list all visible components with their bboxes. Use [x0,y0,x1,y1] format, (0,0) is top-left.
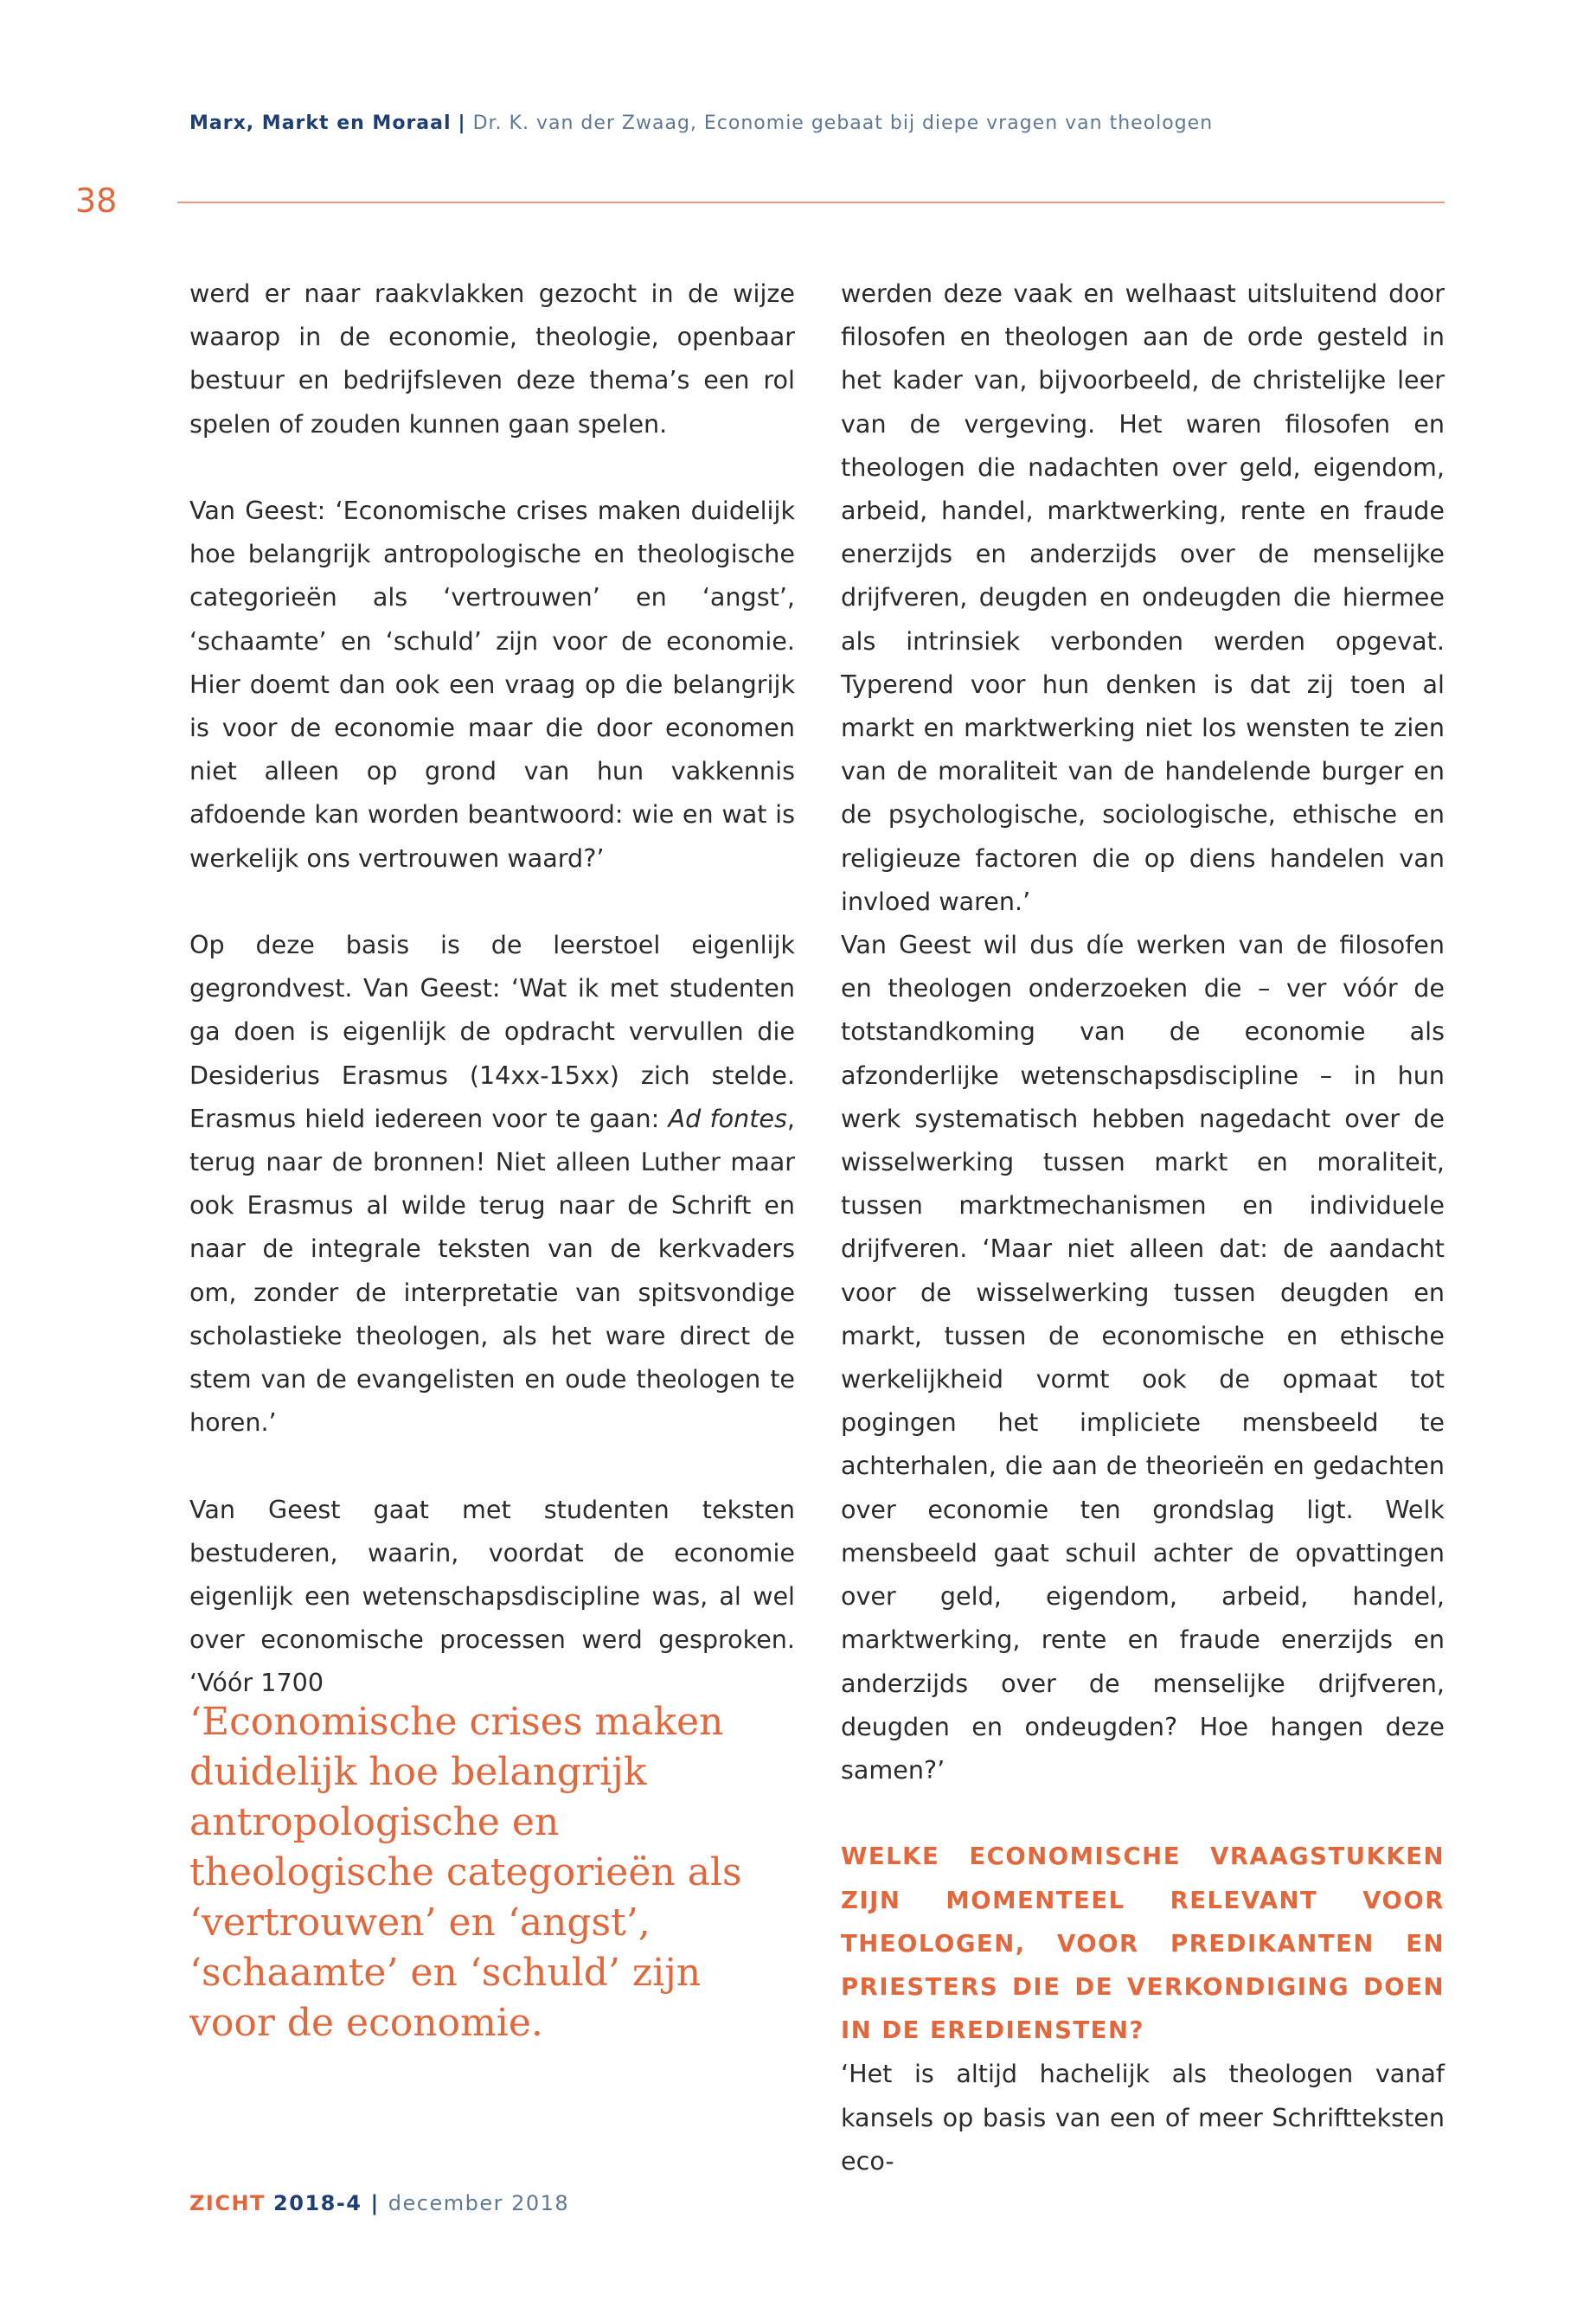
series-title: Marx, Markt en Moraal [189,112,452,134]
section-heading-wrap [841,1835,1445,2052]
paragraph: werden deze vaak en welhaast uitsluitend door filosofen en theologen aan de orde gesteld in het kader van, bijvoorbeeld, de christelijke leer van de vergeving. Het waren filosofen en theologen die nadachten over geld, eigendom, arbeid, handel, marktwerking, rente en fraude enerzijds en anderzijds over de menselijke drijfveren, deugden en ondeugden die hiermee als intrinsiek verbonden werden opgevat. Typerend voor hun denken is dat zij toen al markt en marktwerking niet los wensten te zien van de moraliteit van de handelende burger en de psychologische, sociologische, ethische en religieuze factoren die op diens handelen van invloed waren.’ [841,279,1445,916]
pull-quote: ‘Economische crises maken duidelijk hoe belangrijk antropologische en theologische categorieën als ‘vertrouwen’ en ‘angst’, ‘schaamte’ en ‘schuld’ zijn voor de economie. [189,1700,742,2045]
running-header [189,112,1213,134]
paragraph-text: , terug naar de bronnen! Niet alleen Luther maar ook Erasmus al wilde terug naar de Schrift en naar de integrale teksten van de kerkvaders om, zonder de interpretatie van spitsvondige scholastieke theologen, als het ware direct de stem van de evangelisten en oude theologen te horen.’ [189,1103,795,1438]
paragraph: Van Geest wil dus díe werken van de filosofen en theologen onderzoeken die – ver vóór de totstandkoming van de economie als afzonderlijke wetenschapsdiscipline – in hun werk systematisch hebben nagedacht over de wisselwerking tussen markt en moraliteit, tussen marktmechanismen en individuele drijfveren. ‘Maar niet alleen dat: de aandacht voor de wisselwerking tussen deugden en markt, tussen de economische en ethische werkelijkheid vormt ook de opmaat tot pogingen het impliciete mensbeeld te achterhalen, die aan de theorieën en gedachten over economie ten grondslag ligt. Welk mensbeeld gaat schuil achter de opvattingen over geld, eigendom, arbeid, handel, marktwerking, rente en fraude enerzijds en anderzijds over de menselijke drijfveren, deugden en ondeugden? Hoe hangen deze samen?’ [841,930,1445,1785]
paragraph: Van Geest: ‘Economische crises maken duidelijk hoe belangrijk antropologische en theologische categorieën als ‘vertrouwen’ en ‘angst’, ‘schaamte’ en ‘schuld’ zijn voor de economie. Hier doemt dan ook een vraag op die belangrijk is voor de economie maar die door economen niet alleen op grond van hun vakkennis afdoende kan worden beantwoord: wie en wat is werkelijk ons vertrouwen waard?’ [189,496,795,873]
article-subtitle: Dr. K. van der Zwaag, Economie gebaat bij diepe vragen van theologen [472,112,1214,134]
right-column [841,272,1445,2182]
issue-number: 2018-4 [273,2191,362,2215]
paragraph: werd er naar raakvlakken gezocht in de wijze waarop in de economie, theologie, openbaar bestuur en bedrijfsleven deze thema’s een rol spelen of zouden kunnen gaan spelen. [189,279,795,439]
paragraph-text: Op deze basis is de leerstoel eigenlijk gegrondvest. Van Geest: ‘Wat ik met studenten ga doen is eigenlijk de opdracht vervullen die Desiderius Erasmus (14xx-15xx) zich stelde. Erasmus hield iedereen voor te gaan: [189,930,795,1133]
header-separator: | [458,112,466,134]
section-heading: WELKE ECONOMISCHE VRAAGSTUKKEN ZIJN MOMENTEEL RELEVANT VOOR THEOLOGEN, VOOR PREDIKANTEN EN PRIESTERS DIE DE VERKONDIGING DOEN IN DE EREDIENSTEN? [841,1843,1445,2045]
paragraph: Van Geest gaat met studenten teksten bestuderen, waarin, voordat de economie eigenlijk een wetenschapsdiscipline was, al wel over economische processen werd gesproken. ‘Vóór 1700 [189,1494,795,1698]
italic-phrase: Ad fontes [668,1103,787,1133]
page-number: 38 [75,182,118,220]
page-footer [189,2191,569,2215]
paragraph [189,923,795,1444]
left-column [189,272,795,1705]
paragraph: ‘Het is altijd hachelijk als theologen vanaf kansels op basis van een of meer Schriftteksten eco- [841,2059,1445,2176]
issue-date: december 2018 [388,2191,570,2215]
footer-separator: | [370,2191,380,2215]
magazine-name: ZICHT [189,2191,266,2215]
header-rule [177,202,1445,203]
